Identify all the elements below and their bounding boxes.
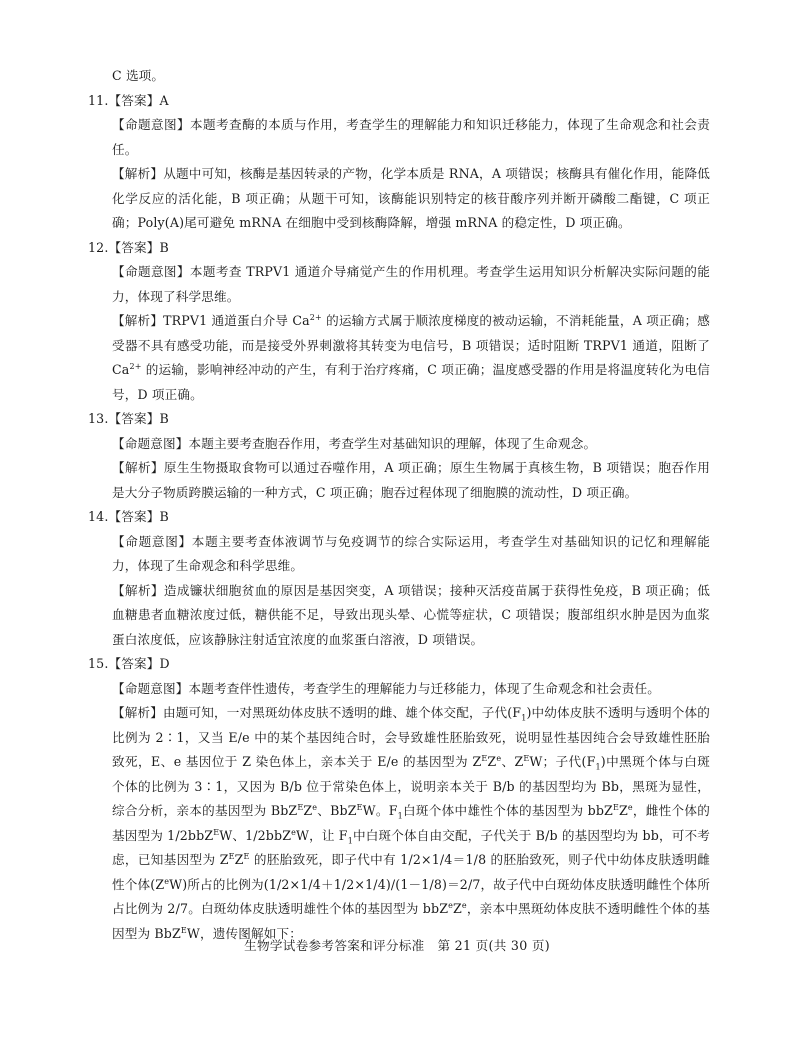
intent-paragraph: 【命题意图】本题考查酶的本质与作用，考查学生的理解能力和知识迁移能力，体现了生命观念和社会责任。 (112, 117, 710, 157)
analysis-text: W，遗传图解如下： (186, 925, 302, 941)
superscript: E (612, 802, 619, 812)
analysis-text: W。F (362, 803, 398, 818)
superscript: E (523, 753, 530, 763)
superscript: E (243, 851, 250, 861)
analysis-text: W，让 F (296, 827, 348, 843)
analysis-text: 、Z (501, 754, 524, 769)
answer-header: 14.【答案】B (88, 509, 169, 524)
intent-paragraph: 【命题意图】本题考查伴性遗传，考查学生的理解能力与迁移能力，体现了生命观念和社会责任。 (112, 680, 660, 696)
intent-paragraph: 【命题意图】本题考查 TRPV1 通道介导痛觉产生的作用机理。考查学生运用知识分析解决实际问题的能力，体现了科学思维。 (112, 264, 710, 304)
analysis-text: 的运输，影响神经冲动的产生，有利于治疗疼痛，C 项正确；温度感受器的作用是将温度转化为电信号，D 项正确。 (112, 362, 710, 402)
superscript: E (297, 802, 304, 812)
analysis-text: 为 1/2bbZ (150, 827, 214, 843)
analysis-paragraph (88, 309, 710, 407)
analysis-text: 比例为 2/7。白斑幼体皮肤透明雄性个体的基因型为 bbZ (124, 901, 449, 916)
question-15 (88, 652, 710, 946)
answer-header: 12.【答案】B (88, 239, 169, 255)
superscript: E (180, 925, 187, 935)
analysis-paragraph: 【解析】原生生物摄取食物可以通过吞噬作用，A 项正确；原生生物属于真核生物，B 项错误；胞吞作用是大分子物质跨膜运输的一种方式，C 项正确；胞吞过程体现了细胞膜的流动性，D 项正确。 (112, 460, 710, 500)
analysis-text: 因型为 Z (176, 852, 229, 867)
question-14 (88, 505, 710, 652)
analysis-text: W、1/2bbZ (219, 827, 292, 843)
answer-header: 11.【答案】A (88, 92, 169, 108)
analysis-text: 白斑个体中雄性个体的基因型为 bbZ (402, 803, 613, 818)
analysis-paragraph: 【解析】造成镰状细胞贫血的原因是基因突变，A 项错误；接种灭活疫苗属于获得性免疫，B 项正确；低血糖患者血糖浓度过低，糖供能不足，导致出现头晕、心慌等症状，C 项错误；腹部组织水肿是因为血浆蛋白浓度低，应该静脉注射适宜浓度的血浆蛋白溶液，D 项错误。 (112, 582, 710, 647)
analysis-text: )中幼体皮肤不透明与透明个体 (526, 705, 698, 720)
superscript: e (496, 753, 502, 763)
analysis-text: ，雌性个体的基因型 (112, 803, 711, 843)
superscript: 2+ (129, 361, 142, 371)
analysis-text: Z (453, 901, 462, 916)
analysis-text: 因型为 BbZ (112, 925, 181, 941)
superscript: E (213, 827, 220, 837)
intent-paragraph: 【命题意图】本题主要考查胞吞作用，考查学生对基础知识的理解，体现了生命观念。 (112, 435, 597, 451)
question-13 (88, 407, 710, 505)
analysis-text: (Z (150, 876, 165, 892)
analysis-text: 【解析】由题可知，一对黑斑幼体皮肤不透明的雌、雄个体交配，子代(F (112, 705, 522, 720)
analysis-text: 的比例为 2∶1，又当 E/e 中的某个基因纯合时，会导致雄性胚胎致死，说明显性基因纯合会导致雄性胚 (112, 705, 710, 745)
analysis-paragraph: 【解析】从题中可知，核酶是基因转录的产物，化学本质是 RNA，A 项错误；核酶具有催化作用，能降低化学反应的活化能，B 项正确；从题干可知，该酶能识别特定的核苷酸序列并断开磷酸二酯键，C 项正确；Poly(A)尾可避免 mRNA 在细胞中受到核酶降解，增强 mRNA 的稳定性，D 项正确。 (112, 166, 710, 230)
analysis-text: 胎致死，E、e 基因位于 Z 染色体上，亲本关于 E/e 的基因型为 Z (112, 729, 710, 769)
superscript: e (461, 900, 467, 910)
analysis-paragraph (88, 701, 710, 946)
subscript: 1 (397, 811, 403, 821)
analysis-text: 的运输方式属于顺浓度梯度的被动运输，不消耗能量，A 项正确；感受器不具有感受功能，而是接受外界刺激将其转变为电信号，B 项错误；适时阻断 TRPV1 通道，阻断了 Ca (112, 313, 710, 377)
analysis-text: W)所占的比例为(1/2×1/4＋1/2×1/4)/(1－1/8)＝2/7，故子代中白斑幼体皮肤透明雌性个体所占 (112, 876, 710, 916)
subscript: 1 (521, 713, 527, 723)
superscript: E (481, 753, 488, 763)
analysis-text: ，亲本中黑斑幼体皮肤不透明雌性个体的基 (466, 901, 711, 916)
intent-paragraph: 【命题意图】本题主要考查体液调节与免疫调节的综合实际运用，考查学生对基础知识的记忆和理解能力，体现了生命观念和科学思维。 (112, 533, 710, 573)
analysis-text: 分析，亲本的基因型为 BbZ (137, 803, 298, 818)
question-12 (88, 236, 710, 408)
page-footer: 生物学试卷参考答案和评分标准 第 21 页(共 30 页) (244, 938, 550, 953)
superscript: E (356, 802, 363, 812)
analysis-text: 、BbZ (317, 803, 357, 818)
superscript: e (291, 827, 297, 837)
analysis-text: Z (487, 754, 497, 769)
analysis-text: Z (303, 803, 313, 818)
analysis-text: 的胚胎致死，即子代中有 1/2×1/4＝1/8 的胚胎致死，则子代中幼体皮肤透明雌性个体 (112, 852, 711, 892)
superscript: e (627, 802, 633, 812)
analysis-text: 体的比例为 3∶1，又因为 B/b 位于常染色体上，说明亲本关于 B/b 的基因型均为 Bb，黑斑为显性，综合 (112, 778, 710, 818)
analysis-text: Z (234, 852, 244, 867)
answer-content (88, 64, 710, 946)
superscript: E (228, 851, 235, 861)
superscript: e (448, 900, 454, 910)
subscript: 1 (347, 836, 353, 846)
subscript: 1 (595, 762, 601, 772)
analysis-text: 【解析】TRPV1 通道蛋白介导 Ca (112, 313, 310, 328)
analysis-text: W；子代(F (529, 754, 596, 769)
superscript: e (164, 876, 170, 886)
analysis-text: Z (618, 803, 628, 818)
superscript: e (312, 802, 318, 812)
answer-header: 15.【答案】D (88, 656, 170, 671)
analysis-text: 中白斑个体自由交配，子代关于 B/b 的基因型均为 bb，可不考虑，已知基 (112, 827, 710, 867)
analysis-text: )中黑斑个体与白斑个 (112, 754, 710, 794)
superscript: 2+ (309, 312, 322, 322)
question-11 (88, 89, 710, 236)
continuation-line: C 选项。 (112, 68, 165, 83)
answer-header: 13.【答案】B (88, 411, 169, 426)
